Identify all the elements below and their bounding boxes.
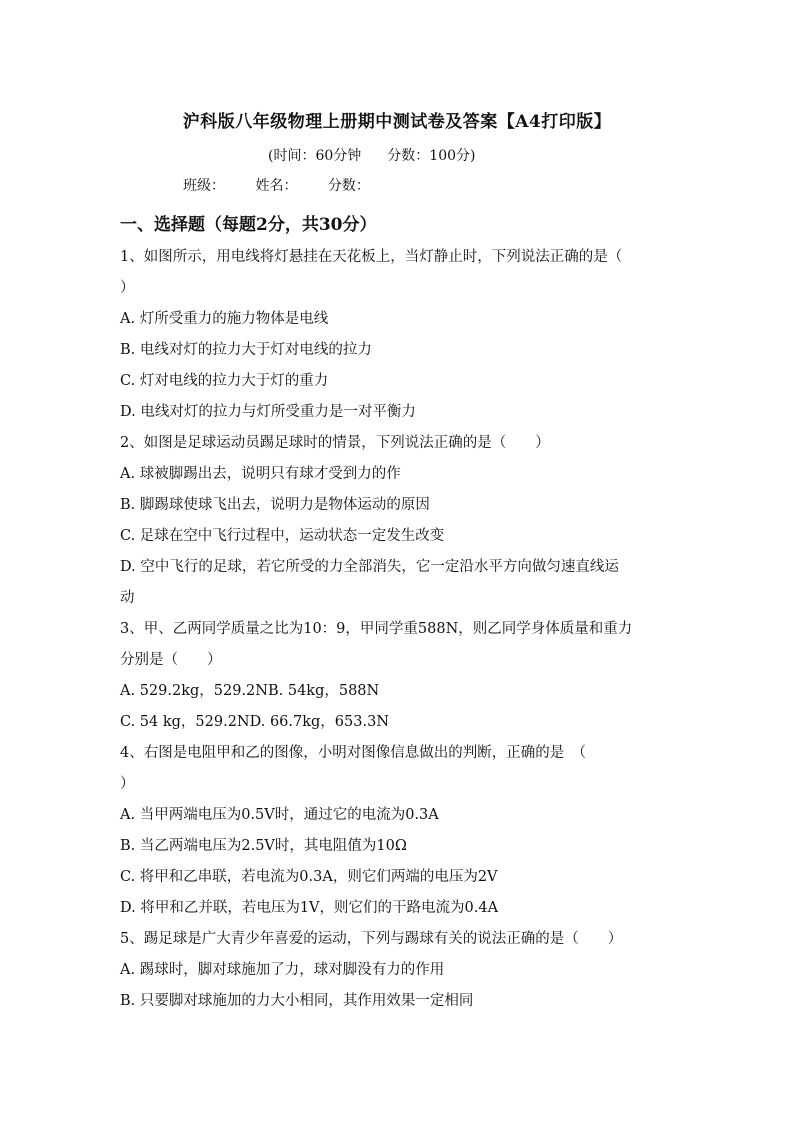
question-line: A. 球被脚踢出去，说明只有球才受到力的作 bbox=[120, 466, 401, 482]
question-line: A. 灯所受重力的施力物体是电线 bbox=[120, 311, 329, 327]
class-field: 班级： bbox=[183, 178, 225, 194]
question-line: C. 将甲和乙串联，若电流为0.3A，则它们两端的电压为2V bbox=[120, 869, 498, 885]
question-line: ） bbox=[120, 776, 135, 792]
question-line: 2、如图是足球运动员踢足球时的情景，下列说法正确的是（ ） bbox=[120, 435, 550, 451]
question-line: C. 54 kg，529.2ND. 66.7kg，653.3N bbox=[120, 714, 390, 730]
question-line: A. 当甲两端电压为0.5V时，通过它的电流为0.3A bbox=[120, 807, 439, 823]
question-line: 动 bbox=[120, 590, 135, 606]
question-line: D. 空中飞行的足球，若它所受的力全部消失，它一定沿水平方向做匀速直线运 bbox=[120, 559, 619, 575]
question-line: B. 脚踢球使球飞出去，说明力是物体运动的原因 bbox=[120, 497, 430, 513]
student-info bbox=[183, 175, 396, 195]
question-line: 5、踢足球是广大青少年喜爱的运动，下列与踢球有关的说法正确的是（ ） bbox=[120, 931, 623, 947]
question-line: 3、甲、乙两同学质量之比为10：9，甲同学重588N，则乙同学身体质量和重力 bbox=[120, 621, 633, 637]
name-field: 姓名： bbox=[255, 178, 298, 194]
question-line: A. 529.2kg，529.2NB. 54kg，588N bbox=[120, 683, 380, 699]
question-body bbox=[120, 242, 680, 1017]
exam-meta bbox=[268, 145, 475, 165]
question-line: D. 将甲和乙并联，若电压为1V，则它们的干路电流为0.4A bbox=[120, 900, 499, 916]
score-field: 分数： bbox=[327, 178, 370, 194]
question-line: A. 踢球时，脚对球施加了力，球对脚没有力的作用 bbox=[120, 962, 445, 978]
section-title: 一、选择题（每题2分，共30分） bbox=[120, 215, 377, 235]
question-line: C. 足球在空中飞行过程中，运动状态一定发生改变 bbox=[120, 528, 445, 544]
question-line: 4、右图是电阻甲和乙的图像，小明对图像信息做出的判断，正确的是 （ bbox=[120, 745, 586, 761]
document-title: 沪科版八年级物理上册期中测试卷及答案【A4打印版】 bbox=[182, 112, 612, 132]
question-line: 分别是（ ） bbox=[120, 652, 222, 668]
question-line: ） bbox=[120, 280, 135, 296]
question-line: B. 当乙两端电压为2.5V时，其电阻值为10Ω bbox=[120, 838, 407, 854]
question-line: C. 灯对电线的拉力大于灯的重力 bbox=[120, 373, 329, 389]
question-line: B. 只要脚对球施加的力大小相同，其作用效果一定相同 bbox=[120, 993, 474, 1009]
total-score: 分数：100分) bbox=[387, 148, 476, 164]
question-line: B. 电线对灯的拉力大于灯对电线的拉力 bbox=[120, 342, 372, 358]
question-line: D. 电线对灯的拉力与灯所受重力是一对平衡力 bbox=[120, 404, 416, 420]
time-limit: (时间：60分钟 bbox=[268, 148, 362, 164]
question-line: 1、如图所示，用电线将灯悬挂在天花板上，当灯静止时，下列说法正确的是（ bbox=[120, 249, 623, 265]
